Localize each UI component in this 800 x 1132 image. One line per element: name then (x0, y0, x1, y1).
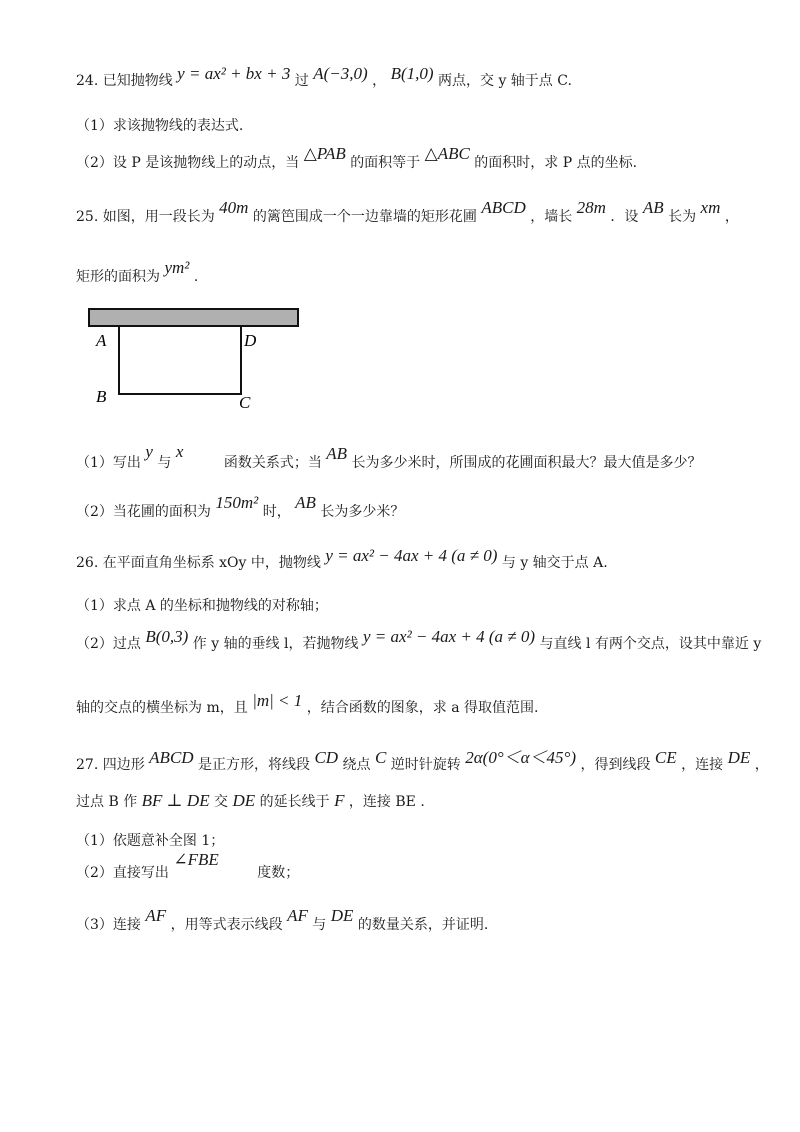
q25-period: . (193, 269, 199, 285)
q24-p2-text: （2）设 P 是该抛物线上的动点，当 (76, 155, 300, 171)
q24-p2-text2: 的面积等于 (350, 155, 421, 171)
q27-line1 (76, 749, 769, 774)
q27-p2-text: （2）直接写出 (76, 865, 169, 881)
q27-p3-text4: 的数量关系，并证明. (357, 917, 489, 933)
q27-cd: CD (314, 748, 339, 767)
q25-p2-text3: 长为多少米？ (320, 504, 405, 520)
q25-p1-text3: 长为多少米时，所围成的花圃面积最大？最大值是多少？ (351, 455, 702, 471)
q24-part2 (76, 144, 638, 172)
q27-de: DE (727, 748, 751, 767)
q27-part1: （1）依题意补全图 1； (76, 833, 225, 849)
q25-p1-text: （1）写出 (76, 455, 141, 471)
q25-x: x (175, 442, 184, 461)
fence-rect (119, 326, 241, 394)
q25-part2 (76, 493, 405, 521)
q27-bf-perp-de: BF ⊥ DE (141, 791, 210, 810)
q26-p2-text: （2）过点 (76, 636, 141, 652)
q27-c: C (375, 748, 387, 767)
q25-length: 40m (219, 198, 249, 217)
q25-comma: ， (724, 209, 739, 225)
q24-stem: 24. 已知抛物线 (76, 73, 173, 89)
q27-p3-text3: 与 (312, 917, 327, 933)
q27-p3-text: （3）连接 (76, 917, 141, 933)
q26-point-b: B(0,3) (145, 627, 189, 646)
q24-point-b: B(1,0) (390, 64, 434, 83)
q27-p2-text2: 度数； (257, 865, 300, 881)
q25-area-text: 矩形的面积为 (76, 269, 160, 285)
q25-wall: 28m (576, 198, 606, 217)
q27-p3-text2: ，用等式表示线段 (170, 917, 283, 933)
q26-l3-text: 轴的交点的横坐标为 m，且 (76, 700, 248, 716)
q25-p2-text2: 时， (262, 504, 291, 520)
q26-text-c: 与 y 轴交于点 A. (501, 555, 608, 571)
label-c: C (239, 393, 251, 412)
q27-line2 (76, 791, 425, 811)
q27-f: F (334, 791, 345, 810)
q25-p1-with: 与 (157, 455, 172, 471)
q27-part2 (76, 850, 300, 882)
q26-line1 (76, 546, 608, 572)
q24-triangle-abc: △ABC (424, 144, 470, 163)
q26-equation: y = ax² − 4ax + 4 (a ≠ 0) (325, 546, 498, 565)
q25-text-i: 长为 (668, 209, 697, 225)
q26-p2-text3: 与直线 l 有两个交点，设其中靠近 y (539, 636, 762, 652)
q26-part1: （1）求点 A 的坐标和抛物线的对称轴； (76, 598, 328, 614)
q25-p2-ab: AB (295, 493, 316, 512)
q27-l2-de: DE (232, 791, 256, 810)
q27-text-i: ，得到线段 (580, 757, 651, 773)
label-d: D (244, 331, 257, 350)
q27-l2-text: 过点 B 作 (76, 794, 138, 810)
q27-af2: AF (287, 906, 308, 925)
q27-angle-fbe: ∠FBE (173, 850, 219, 869)
q27-l2-text2: 交 (214, 794, 229, 810)
q25-text-c: 的篱笆围成一个一边靠墙的矩形花圃 (252, 209, 477, 225)
q25-line1 (76, 198, 739, 226)
q27-text-e: 绕点 (342, 757, 371, 773)
q27-ce: CE (654, 748, 677, 767)
q27-text-k: ，连接 (681, 757, 724, 773)
q26-part2 (76, 627, 762, 653)
q26-line3 (76, 691, 539, 717)
q26-equation2: y = ax² − 4ax + 4 (a ≠ 0) (363, 627, 536, 646)
q25-ab: AB (642, 198, 664, 217)
q25-p2-text: （2）当花圃的面积为 (76, 504, 211, 520)
q25-abcd: ABCD (481, 198, 526, 217)
label-a: A (96, 331, 107, 350)
q25-line2 (76, 258, 199, 286)
q27-text-g: 逆时针旋转 (390, 757, 461, 773)
q25-figure (86, 306, 306, 416)
q27-part3 (76, 906, 489, 934)
q25-text-a: 25. 如图，用一段长为 (76, 209, 215, 225)
q27-comma: ， (754, 757, 769, 773)
q25-xm: xm (700, 198, 721, 217)
q26-text-a: 26. 在平面直角坐标系 xOy 中，抛物线 (76, 555, 321, 571)
q27-abcd: ABCD (149, 748, 194, 767)
q27-af: AF (145, 906, 167, 925)
q25-text-g: ．设 (610, 209, 639, 225)
q27-text-a: 27. 四边形 (76, 757, 145, 773)
q26-abs-m: |m| < 1 (252, 691, 303, 710)
q25-150m2: 150m² (215, 493, 259, 512)
q27-l2-text4: ，连接 BE . (348, 794, 425, 810)
q24-tail: 两点，交 y 轴于点 C. (438, 73, 572, 89)
q24-comma: ， (372, 73, 387, 89)
q24-text: 过 (294, 73, 309, 89)
q25-y: y (145, 442, 153, 461)
q25-part1 (76, 442, 702, 472)
q24-equation: y = ax² + bx + 3 (177, 64, 291, 83)
q24-point-a: A(−3,0) (313, 64, 368, 83)
q25-ym2: ym² (164, 258, 190, 277)
q24-p2-text3: 的面积时，求 P 点的坐标. (474, 155, 638, 171)
label-b: B (96, 387, 107, 406)
q25-text-e: ，墙长 (530, 209, 573, 225)
q27-angle: 2α(0°＜α＜45°) (465, 748, 577, 767)
q24-line1 (76, 64, 572, 90)
q25-p1-text2: 函数关系式；当 (223, 455, 322, 471)
q26-l3-text2: ，结合函数的图象，求 a 得取值范围. (306, 700, 539, 716)
q26-p2-text2: 作 y 轴的垂线 l，若抛物线 (192, 636, 359, 652)
q27-de2: DE (330, 906, 354, 925)
q24-triangle-pab: △PAB (303, 144, 346, 163)
wall-rect (89, 309, 298, 326)
q24-part1: （1）求该抛物线的表达式. (76, 118, 244, 134)
q27-text-c: 是正方形，将线段 (198, 757, 311, 773)
q25-p1-ab: AB (326, 444, 348, 463)
q27-l2-text3: 的延长线于 (259, 794, 330, 810)
